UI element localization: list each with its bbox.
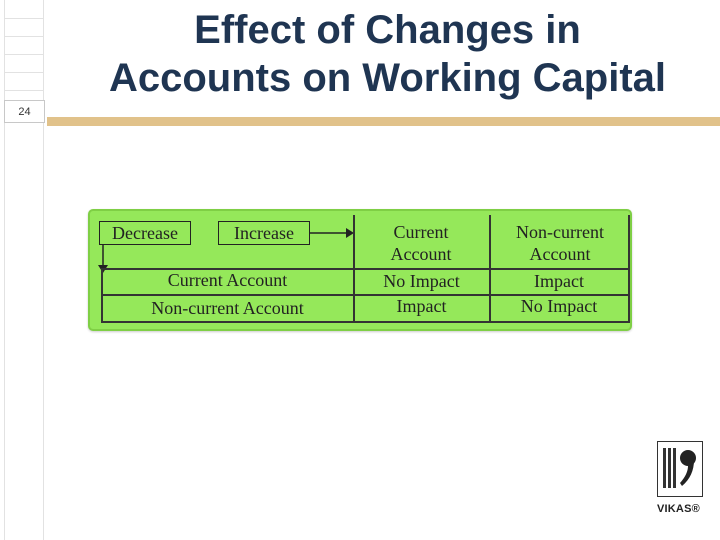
slide-title [60,6,715,102]
title-line-2: Accounts on Working Capital [108,56,667,100]
gutter-line [4,36,44,37]
increase-box: Increase [218,221,310,245]
vikas-logo [657,441,705,521]
col-header-noncurrent-line1: Non-current [516,222,604,242]
reflection-content [88,333,632,365]
book-comma-icon [658,442,702,496]
cell-noncurrent-noncurrent: No Impact [520,296,598,316]
col-header-current-line1: Current [393,222,449,242]
col-header-current [354,221,488,265]
gutter-line [43,0,44,540]
col-header-current-line2: Account [390,244,452,264]
table-divider [101,321,630,323]
col-header-noncurrent [490,221,630,265]
gutter-line [4,54,44,55]
cell-current-current: No Impact [383,271,460,291]
gutter-line [4,0,5,540]
logo-text: VIKAS® [657,503,700,515]
gutter-line [4,18,44,19]
gutter-line [4,90,44,91]
row-label-current-account: Current Account [167,270,288,290]
decrease-box: Decrease [99,221,191,245]
right-arrow-icon [310,225,354,241]
col-header-noncurrent-line2: Account [529,244,591,264]
cell-noncurrent-current: Impact [396,296,447,316]
gutter-line [4,72,44,73]
slide-number: 24 [4,100,45,123]
logo-mark [657,441,703,497]
title-rule [47,117,720,126]
table-reflection [88,333,632,365]
working-capital-table [88,209,632,331]
row-label-noncurrent-account: Non-current Account [151,298,304,318]
cell-current-noncurrent: Impact [534,271,584,291]
title-line-1: Effect of Changes in [194,8,581,52]
slide-gutter [0,0,47,540]
